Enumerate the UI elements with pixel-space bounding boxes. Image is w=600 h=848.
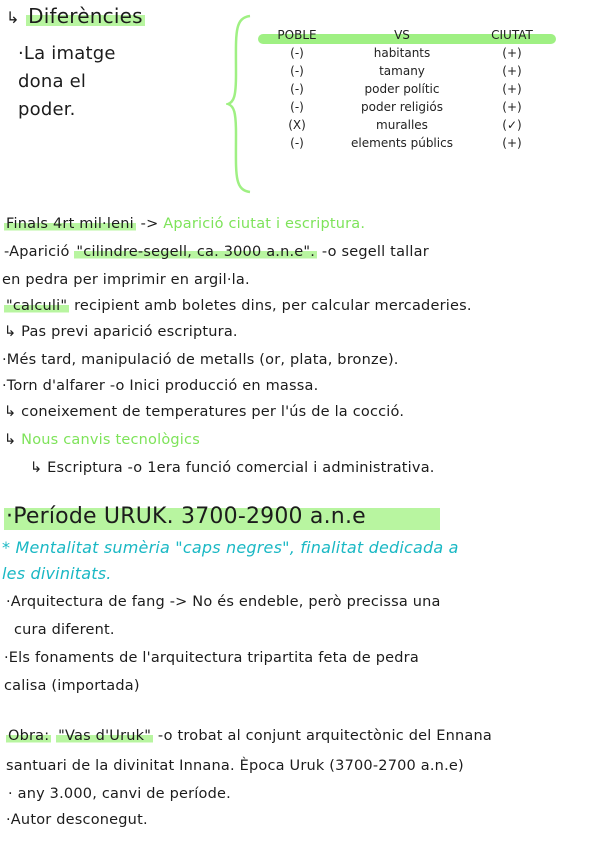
town-value: (-) [290,64,304,78]
obra-line-3: · any 3.000, canvi de període. [8,786,231,802]
note-text: Escriptura [47,460,123,476]
criterion: poder religiós [361,100,443,114]
table-header-row [262,26,552,44]
criterion: poder polític [364,82,440,96]
highlight-text: "cilindre-segell, ca. 3000 a.n.e". [76,244,316,260]
note-line-9 [4,432,200,448]
note-text: Inici producció en massa. [129,378,319,394]
highlight-text: "calculi" [6,298,68,314]
table-row [262,98,552,116]
note-line-10 [30,460,435,476]
note-line-4 [4,298,472,314]
note-line: ·La imatge [18,43,116,64]
note-line-6: ·Més tard, manipulació de metalls (or, plata, bronze). [2,352,399,368]
comparison-table [262,26,552,152]
header-vs: VS [394,28,410,42]
turn-arrow-icon: ↳ [6,8,20,27]
note-text: 1era funció comercial i administrativa. [147,460,435,476]
town-value: (X) [288,118,306,132]
note-text: recipient amb boletes dins, per calcular mercaderies. [74,298,472,314]
note-text: Pas previ aparició escriptura. [21,324,238,340]
obra-line-4: ·Autor desconegut. [6,812,148,828]
table-row [262,80,552,98]
note-text: segell tallar [341,244,429,260]
arrow-right-icon: -> [140,216,164,232]
image-power-note [18,40,116,124]
note-line: poder. [18,99,76,120]
highlight-text: Nous canvis tecnològics [21,432,200,448]
note-line-3: en pedra per imprimir en argil·la. [2,272,250,288]
turn-arrow-icon: ↳ [4,432,22,448]
arch-line-3: ·Els fonaments de l'arquitectura tripartita feta de pedra [4,650,419,666]
arch-line-2: cura diferent. [14,622,115,638]
note-text: ·Torn d'alfarer [2,378,105,394]
note-line-7 [2,378,318,394]
arrow-right-icon: -> [169,594,193,610]
table-row [262,134,552,152]
header-town: POBLE [277,28,317,42]
city-value: (+) [502,64,522,78]
uruk-title: ·Període URUK. 3700-2900 a.n.e [6,504,366,529]
note-text: ·Arquitectura de fang [6,594,165,610]
note-text: coneixement de temperatures per l'ús de la cocció. [21,404,405,420]
note-line-2 [4,244,429,260]
note-text: Aparició [9,244,70,260]
table-row [262,44,552,62]
criterion: habitants [373,46,431,60]
arrow-right-icon: -o [157,728,178,744]
criterion: tamany [379,64,425,78]
table-row [262,62,552,80]
note-text: No és endeble, però precissa una [192,594,441,610]
arrow-right-icon: -o [321,244,342,260]
header-city: CIUTAT [491,28,533,42]
arch-line-4: calisa (importada) [4,678,140,694]
arrow-right-icon: -o [109,378,130,394]
city-value: (+) [502,136,522,150]
note-text: trobat al conjunt arquitectònic del Ennana [177,728,492,744]
town-value: (-) [290,100,304,114]
criterion: muralles [376,118,428,132]
note-line-1 [4,216,365,232]
city-value: (✓) [502,118,522,132]
town-value: (-) [290,46,304,60]
teal-line-2: les divinitats. [2,564,112,583]
period-label: Finals 4rt mil·leni [6,216,134,232]
teal-line-1: * Mentalitat sumèria "caps negres", finalitat dedicada a [2,538,459,557]
arrow-right-icon: -o [127,460,148,476]
section-heading: Diferències [28,4,143,28]
turn-arrow-icon: ↳ [4,324,22,340]
town-value: (-) [290,82,304,96]
criterion: elements públics [351,136,453,150]
bullet-dash: - [4,244,10,260]
turn-arrow-icon: ↳ [30,460,48,476]
curly-brace-icon [226,14,252,194]
city-value: (+) [502,46,522,60]
obra-line-2: santuari de la divinitat Innana. Època Uruk (3700-2700 a.n.e) [6,758,464,774]
obra-label: Obra: [8,728,50,744]
obra-name: "Vas d'Uruk" [58,728,152,744]
note-line: dona el [18,71,87,92]
obra-line-1 [6,728,492,744]
heading-row [6,4,145,28]
note-line-8 [4,404,404,420]
table-row [262,116,552,134]
turn-arrow-icon: ↳ [4,404,22,420]
city-value: (+) [502,82,522,96]
arch-line-1 [6,594,441,610]
note-line-5 [4,324,238,340]
highlight-text: Aparició ciutat i escriptura. [163,216,366,232]
town-value: (-) [290,136,304,150]
city-value: (+) [502,100,522,114]
